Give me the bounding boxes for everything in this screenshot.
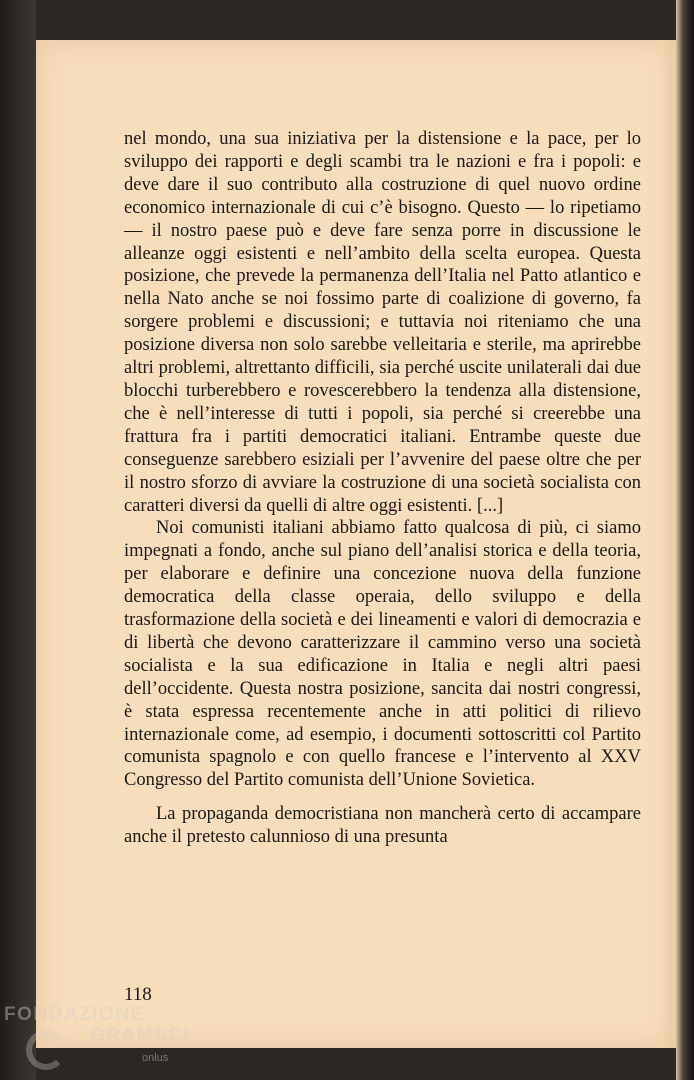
body-text [124, 128, 641, 849]
book-page [36, 40, 676, 1048]
watermark-line-1: FONDAZIONE [4, 1004, 145, 1025]
paragraph-2: Noi comunisti italiani abbiamo fatto qualcosa di più, ci siamo impegnati a fondo, anche sul piano dell’analisi storica e della teoria, per elaborare e definire una concezione nuova della funzione democratica della classe operaia, dello sviluppo e della trasformazione della società e dei lineamenti e valori di democrazia e di libertà che devono caratterizzare il cammino verso una società socialista e la sua edificazione in Italia e negli altri paesi dell’occidente. Questa nostra posizione, sancita dai nostri congressi, è stata espressa recentemente anche in atti politici di rilievo internazionale come, ad esempio, i documenti sottoscritti col Partito comunista spagnolo e con quello francese e l’intervento al XXV Congresso del Partito comunista dell’Unione Sovietica. [124, 518, 641, 791]
watermark [4, 1004, 190, 1046]
scan-background-right [676, 0, 694, 1080]
watermark-suffix: onlus [142, 1052, 169, 1064]
page-edge-shadow [662, 40, 676, 1048]
paragraph-1: nel mondo, una sua iniziativa per la distensione e la pace, per lo sviluppo dei rapporti e degli scambi tra le nazioni e fra i popoli: e deve dare il suo contributo alla costruzione di quel nuovo ordine economico internazionale di cui c’è bisogno. Questo — lo ripetiamo — il nostro paese può e deve fare senza porre in discussione le alleanze oggi esistenti e nell’ambito della scelta europea. Questa posizione, che prevede la permanenza dell’Italia nel Patto atlantico e nella Nato anche se noi fossimo parte di coalizione di governo, fa sorgere problemi e discussioni; e tuttavia noi riteniamo che una posizione diversa non solo sarebbe velleitaria e sterile, ma aprirebbe altri problemi, altrettanto difficili, sia perché uscite unilaterali dai due blocchi turberebbero e rovescerebbero la tendenza alla distensione, che è nell’interesse di tutti i popoli, sia perché si creerebbe una frattura fra i partiti democratici italiani. Entrambe queste due conseguenze sarebbero esiziali per l’avvenire del paese oltre che per il nostro sforzo di avviare la costruzione di una società socialista con caratteri diversi da quelli di altre oggi esistenti. [...] [124, 129, 641, 516]
paragraph-3: La propaganda democristiana non mancherà certo di accampare anche il pretesto calunnioso di una presunta [124, 804, 641, 848]
watermark-line-2: GRAMSCI [90, 1025, 191, 1046]
page-number: 118 [124, 984, 152, 1005]
scan-background-left [0, 0, 36, 1080]
